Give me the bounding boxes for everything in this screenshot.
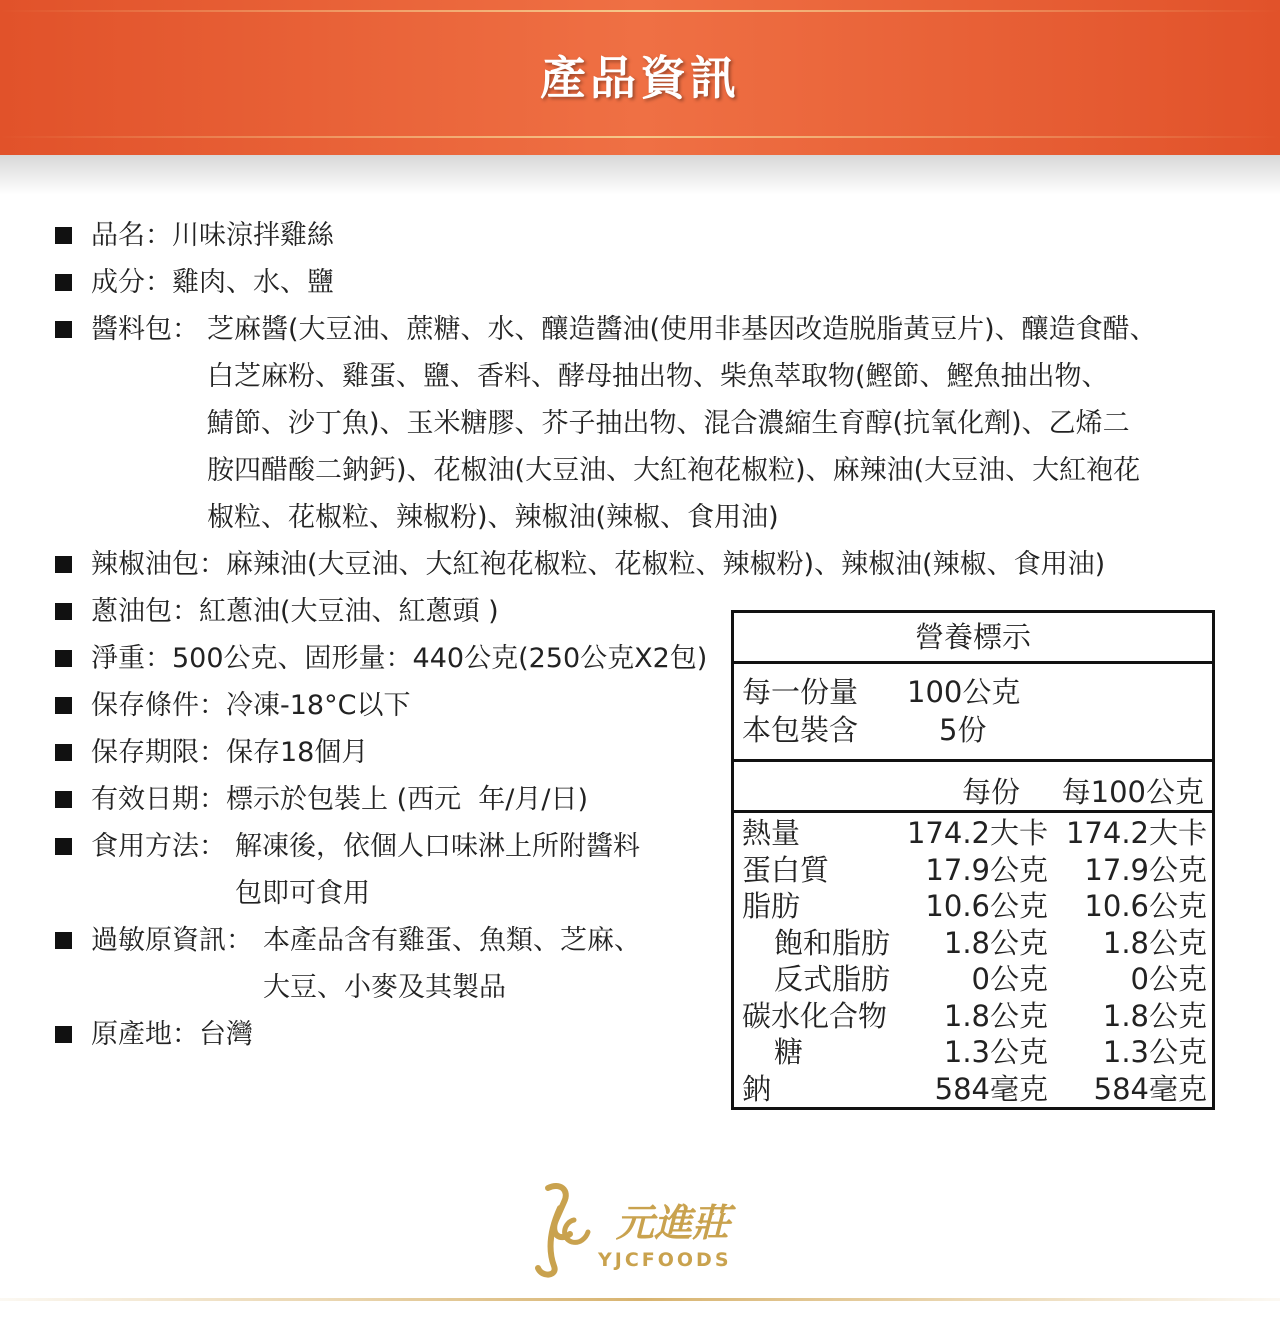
info-value-line: 解凍後，依個人口味淋上所附醬料 <box>235 831 640 862</box>
bullet-square-icon <box>55 838 72 855</box>
info-value: 冷凍-18°C以下 <box>226 690 411 721</box>
info-label: 原產地： <box>91 1019 199 1050</box>
nutrition-row <box>734 815 1212 852</box>
info-value-line: 本產品含有雞蛋、魚類、芝麻、 <box>263 925 641 956</box>
nutrient-per-serving: 1.3公克 <box>943 1035 1048 1069</box>
bullet-square-icon <box>55 932 72 949</box>
footer-divider <box>0 1298 1280 1301</box>
nutrition-row <box>734 1034 1212 1071</box>
nutrient-per-100g: 1.8公克 <box>1102 998 1207 1033</box>
info-value: 雞肉、水、鹽 <box>172 267 334 298</box>
nutrient-per-100g: 0公克 <box>1130 962 1207 996</box>
nutrient-name: 鈉 <box>742 1071 772 1106</box>
info-row-sauce <box>55 306 1225 541</box>
bullet-square-icon <box>55 791 72 808</box>
bullet-square-icon <box>55 1026 72 1043</box>
nutrient-per-serving: 0公克 <box>971 962 1048 996</box>
info-label: 成分： <box>91 267 172 298</box>
banner-gold-line-bottom <box>0 136 1280 138</box>
info-label: 淨重： <box>91 643 172 674</box>
info-label: 過敏原資訊： <box>91 925 253 956</box>
nutrient-per-serving: 17.9公克 <box>925 852 1048 887</box>
nutrition-row <box>734 888 1212 925</box>
banner-gold-line-top <box>0 10 1280 12</box>
nutrient-per-serving: 10.6公克 <box>925 889 1048 923</box>
nutrient-per-100g: 10.6公克 <box>1084 889 1207 923</box>
info-label: 食用方法： <box>91 831 226 862</box>
nutrition-column-header <box>734 762 1212 813</box>
brand-name-cn: 元進莊 <box>616 1201 731 1245</box>
info-row-ingredients <box>55 259 1225 306</box>
info-label: 保存期限： <box>91 737 226 768</box>
page-title: 產品資訊 <box>540 51 740 105</box>
nutrient-name: 蛋白質 <box>742 852 830 887</box>
info-value-line: 椒粒、花椒粒、辣椒粉)、辣椒油(辣椒、食用油) <box>207 502 779 533</box>
nutrition-row <box>734 1071 1212 1108</box>
bullet-square-icon <box>55 274 72 291</box>
nutrient-name: 熱量 <box>742 816 801 850</box>
serving-size-label: 每一份量 <box>742 675 859 709</box>
nutrient-per-100g: 1.8公克 <box>1102 925 1207 960</box>
nutrient-name: 糖 <box>774 1035 804 1069</box>
info-value-line: 包即可食用 <box>235 878 370 909</box>
bullet-square-icon <box>55 556 72 573</box>
info-label: 辣椒油包： <box>91 549 226 580</box>
nutrition-row <box>734 852 1212 889</box>
serving-size-value: 100公克 <box>907 675 1021 709</box>
banner-shadow <box>0 155 1280 195</box>
info-value-line: 大豆、小麥及其製品 <box>263 972 506 1003</box>
brand-logo <box>530 1180 750 1280</box>
info-value: 台灣 <box>199 1019 253 1050</box>
nutrition-row <box>734 925 1212 962</box>
nutrient-per-100g: 584毫克 <box>1093 1071 1207 1106</box>
bullet-square-icon <box>55 697 72 714</box>
info-label: 醬料包： <box>91 314 199 345</box>
info-label: 蔥油包： <box>91 596 199 627</box>
nutrient-per-serving: 1.8公克 <box>943 925 1048 960</box>
bullet-square-icon <box>55 227 72 244</box>
serving-size-line <box>742 672 1020 712</box>
nutrient-per-100g: 174.2大卡 <box>1065 816 1207 850</box>
info-value: 標示於包裝上 (西元 年/月/日) <box>226 784 589 815</box>
info-value-line: 鯖節、沙丁魚)、玉米糖膠、芥子抽出物、混合濃縮生育醇(抗氧化劑)、乙烯二 <box>207 408 1130 439</box>
nutrient-per-100g: 17.9公克 <box>1084 852 1207 887</box>
nutrition-serving-info <box>734 664 1212 762</box>
nutrient-name: 飽和脂肪 <box>774 925 891 960</box>
info-value: 麻辣油(大豆油、大紅袍花椒粒、花椒粒、辣椒粉)、辣椒油(辣椒、食用油) <box>226 549 1106 580</box>
nutrition-facts-table <box>731 610 1215 1110</box>
nutrient-name: 脂肪 <box>742 889 801 923</box>
brand-name-en: YJCFOODS <box>598 1249 732 1271</box>
servings-value: 5份 <box>939 713 987 747</box>
info-label: 有效日期： <box>91 784 226 815</box>
info-value-line: 芝麻醬(大豆油、蔗糖、水、釀造醬油(使用非基因改造脱脂黃豆片)、釀造食醋、 <box>207 314 1157 345</box>
column-per-serving: 每份 <box>961 775 1020 809</box>
info-label: 品名： <box>91 220 172 251</box>
servings-label: 本包裝含 <box>742 713 859 747</box>
bullet-square-icon <box>55 603 72 620</box>
nutrient-per-serving: 174.2大卡 <box>906 816 1048 850</box>
column-per-100g: 每100公克 <box>1061 775 1204 809</box>
nutrient-per-serving: 1.8公克 <box>943 998 1048 1033</box>
info-value: 保存18個月 <box>226 737 369 768</box>
nutrient-per-100g: 1.3公克 <box>1102 1035 1207 1069</box>
bullet-square-icon <box>55 650 72 667</box>
nutrition-row <box>734 998 1212 1035</box>
nutrition-rows <box>734 813 1212 1107</box>
info-value: 紅蔥油(大豆油、紅蔥頭 ) <box>199 596 499 627</box>
nutrient-name: 碳水化合物 <box>742 998 888 1033</box>
servings-per-package-line <box>742 710 986 750</box>
info-row-name <box>55 212 1225 259</box>
header-banner <box>0 0 1280 155</box>
info-row-chili-oil <box>55 541 1225 588</box>
yjc-monogram-icon <box>530 1180 750 1280</box>
bullet-square-icon <box>55 744 72 761</box>
info-value-line: 胺四醋酸二鈉鈣)、花椒油(大豆油、大紅袍花椒粒)、麻辣油(大豆油、大紅袍花 <box>207 455 1141 486</box>
nutrition-row <box>734 961 1212 998</box>
bullet-square-icon <box>55 321 72 338</box>
info-label: 保存條件： <box>91 690 226 721</box>
info-value: 500公克、固形量：440公克(250公克X2包) <box>172 643 708 674</box>
info-value-line: 白芝麻粉、雞蛋、鹽、香料、酵母抽出物、柴魚萃取物(鰹節、鰹魚抽出物、 <box>207 361 1109 392</box>
info-value: 川味涼拌雞絲 <box>172 220 334 251</box>
nutrient-name: 反式脂肪 <box>774 962 891 996</box>
nutrient-per-serving: 584毫克 <box>934 1071 1048 1106</box>
nutrition-title: 營養標示 <box>734 613 1212 664</box>
